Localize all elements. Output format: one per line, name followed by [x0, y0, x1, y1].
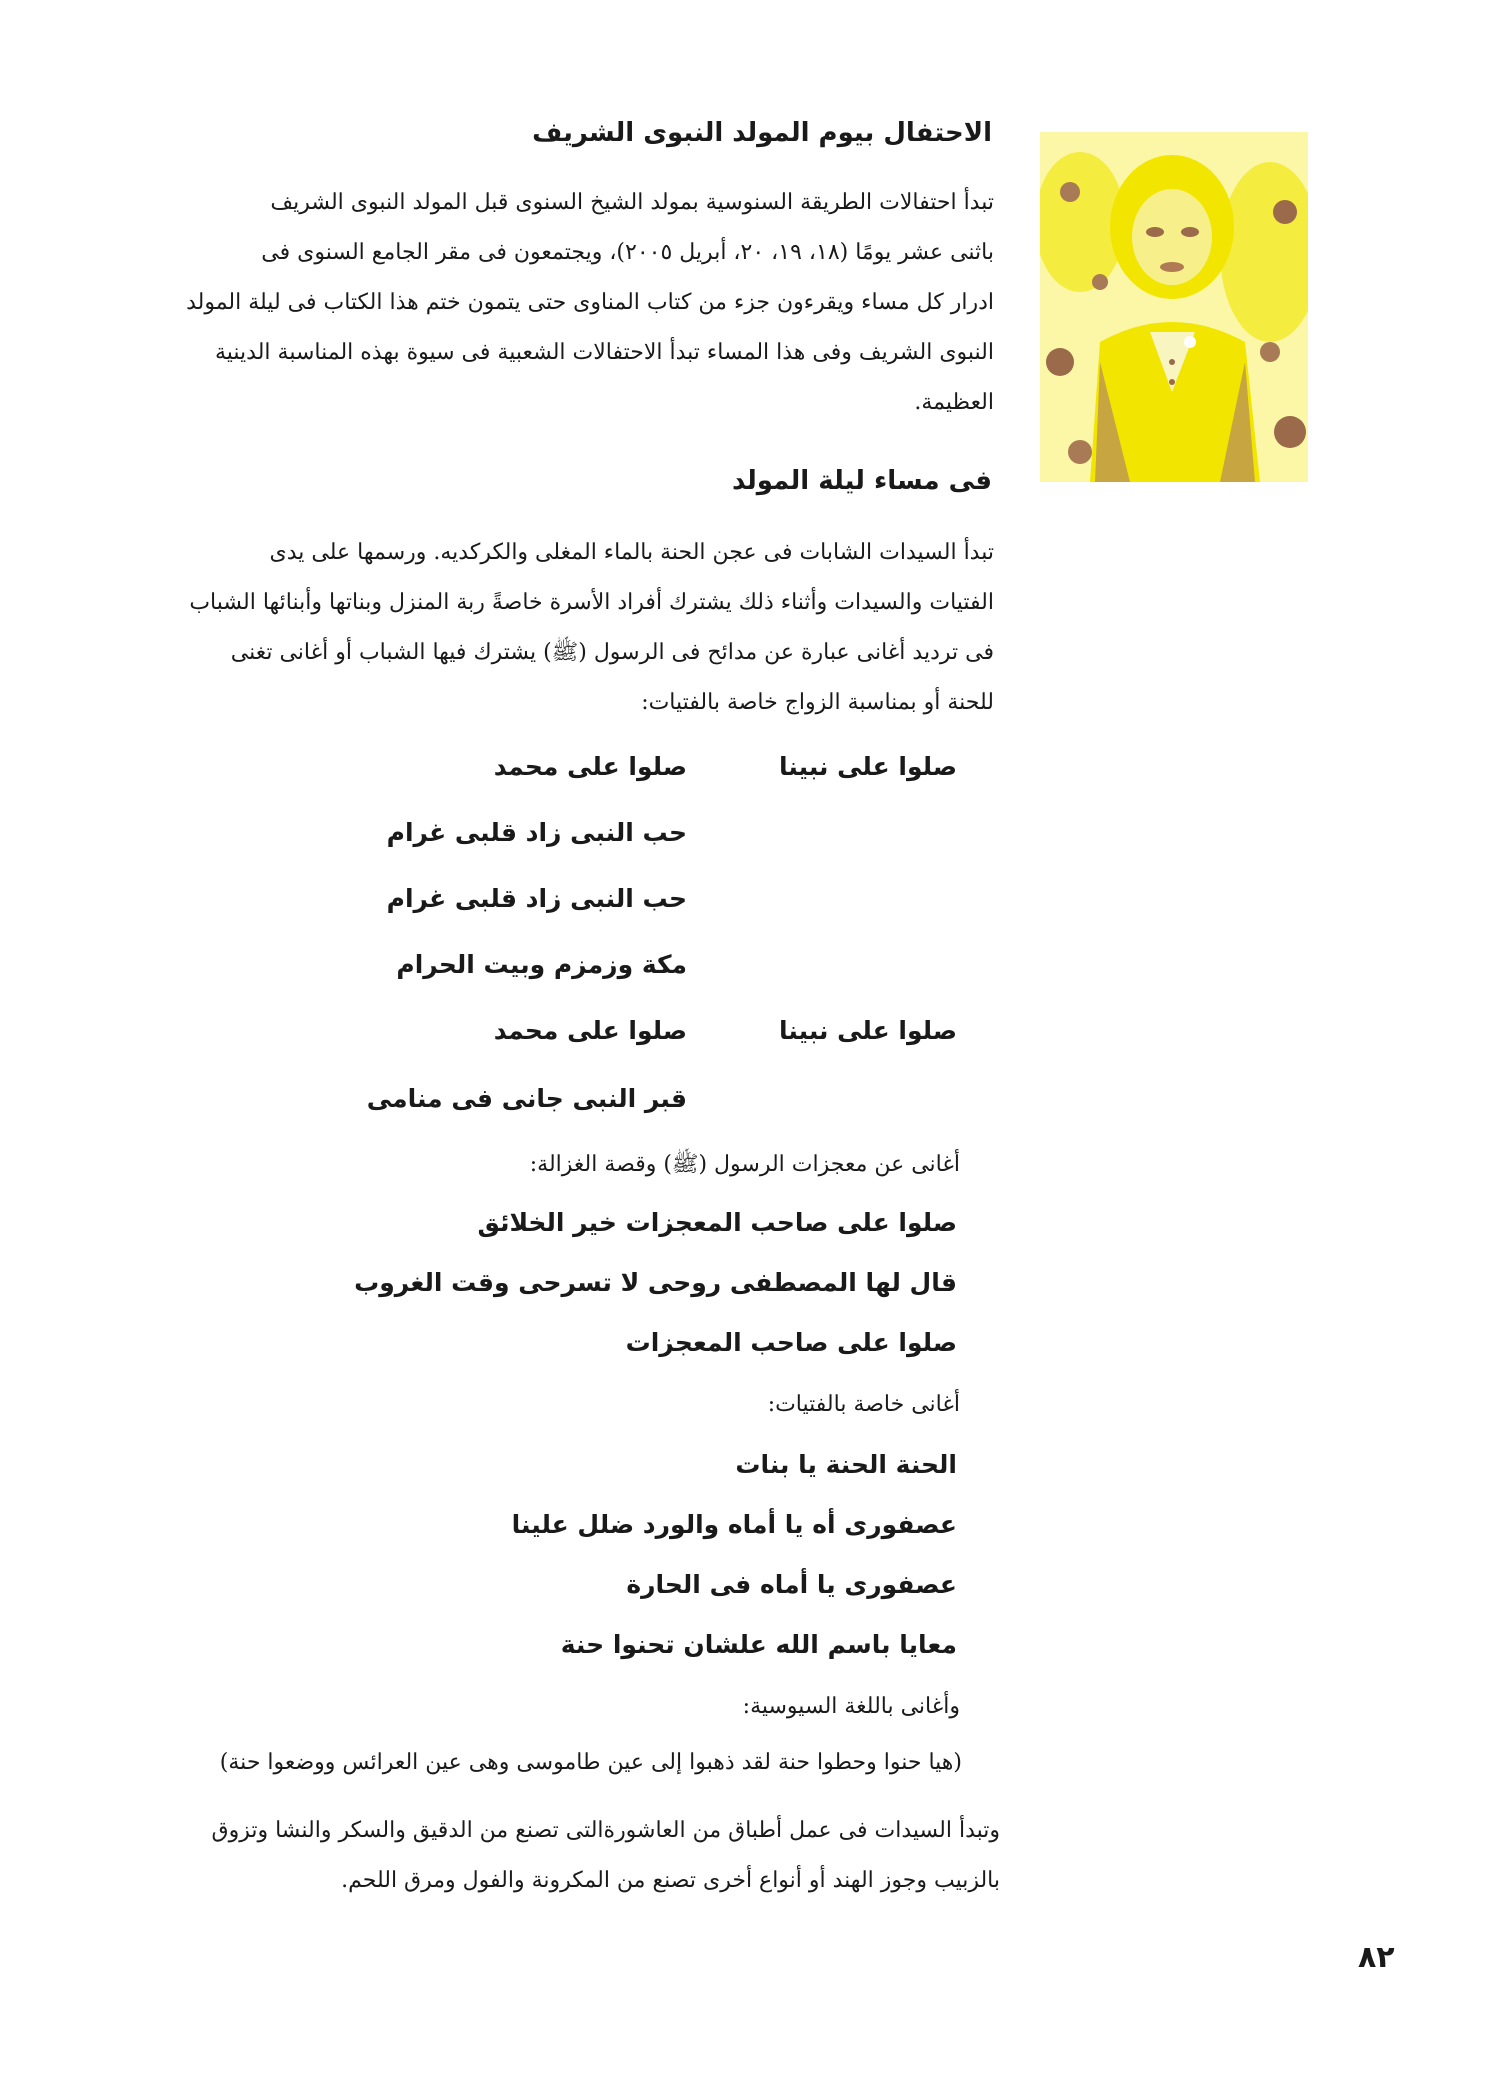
verse-left: حب النبى زاد قلبى غرام [386, 818, 687, 847]
intro-miracles-songs: أغانى عن معجزات الرسول (ﷺ) وقصة الغزالة: [529, 1152, 960, 1177]
paragraph-line: فى ترديد أغانى عبارة عن مدائح فى الرسول (ﷺ) يشترك فيها الشباب أو أغانى تغنى [230, 640, 994, 665]
verse-miracles: قال لها المصطفى روحى لا تسرحى وقت الغروب [354, 1268, 957, 1297]
paragraph-line: العظيمة. [914, 390, 994, 415]
verse-right: صلوا على نبينا [779, 752, 957, 781]
paragraph-line: الفتيات والسيدات وأثناء ذلك يشترك أفراد الأسرة خاصةً ربة المنزل وبناتها وأبنائها الشباب [189, 590, 994, 615]
siwi-song-translation: (هيا حنوا وحطوا حنة لقد ذهبوا إلى عين طاموسى وهى عين العرائس ووضعوا حنة) [219, 1750, 962, 1775]
intro-girls-songs: أغانى خاصة بالفتيات: [767, 1392, 960, 1417]
verse-left: قبر النبى جانى فى منامى [366, 1084, 687, 1113]
verse-girls: معايا باسم الله علشان تحنوا حنة [560, 1630, 957, 1659]
heading-mawlid-celebration: الاحتفال بيوم المولد النبوى الشريف [532, 118, 992, 148]
verse-left: مكة وزمزم وبيت الحرام [396, 950, 687, 979]
paragraph-line: ادرار كل مساء ويقرءون جزء من كتاب المناوى حتى يتمون ختم هذا الكتاب فى ليلة المولد [186, 290, 994, 315]
paragraph-line: باثنى عشر يومًا (١٨، ١٩، ٢٠، أبريل ٢٠٠٥)، ويجتمعون فى مقر الجامع السنوى فى [261, 240, 994, 265]
verse-girls: عصفورى أه يا أماه والورد ضلل علينا [511, 1510, 957, 1539]
paragraph-line: النبوى الشريف وفى هذا المساء تبدأ الاحتفالات الشعبية فى سيوة بهذه المناسبة الدينية [214, 340, 994, 365]
verse-miracles: صلوا على صاحب المعجزات [625, 1328, 957, 1357]
verse-miracles: صلوا على صاحب المعجزات خير الخلائق [477, 1208, 957, 1237]
intro-siwi-songs: وأغانى باللغة السيوسية: [742, 1694, 960, 1719]
paragraph-line: للحنة أو بمناسبة الزواج خاصة بالفتيات: [641, 690, 994, 715]
verse-left: حب النبى زاد قلبى غرام [386, 884, 687, 913]
verse-left: صلوا على محمد [493, 1016, 687, 1045]
verse-girls: الحنة الحنة يا بنات [735, 1450, 957, 1479]
paragraph-line: تبدأ السيدات الشابات فى عجن الحنة بالماء المغلى والكركديه. ورسمها على يدى [269, 540, 994, 565]
paragraph-line: بالزبيب وجوز الهند أو أنواع أخرى تصنع من المكرونة والفول ومرق اللحم. [341, 1868, 1000, 1893]
paragraph-ashura-dishes [140, 1806, 1000, 1906]
portrait-figure-icon [1040, 132, 1308, 482]
paragraph-line: وتبدأ السيدات فى عمل أطباق من العاشورةالتى تصنع من الدقيق والسكر والنشا وتزوق [211, 1818, 1000, 1843]
verse-right: صلوا على نبينا [779, 1016, 957, 1045]
paragraph-line: تبدأ احتفالات الطريقة السنوسية بمولد الشيخ السنوى قبل المولد النبوى الشريف [270, 190, 994, 215]
verse-girls: عصفورى يا أماه فى الحارة [626, 1570, 957, 1599]
heading-mawlid-eve: فى مساء ليلة المولد [731, 466, 992, 496]
paragraph-henna-preparation [124, 528, 994, 728]
paragraph-senussi-celebrations [124, 178, 994, 428]
verse-left: صلوا على محمد [493, 752, 687, 781]
portrait-photo [1040, 132, 1308, 482]
page-number: ٨٢ [1358, 1940, 1395, 1975]
